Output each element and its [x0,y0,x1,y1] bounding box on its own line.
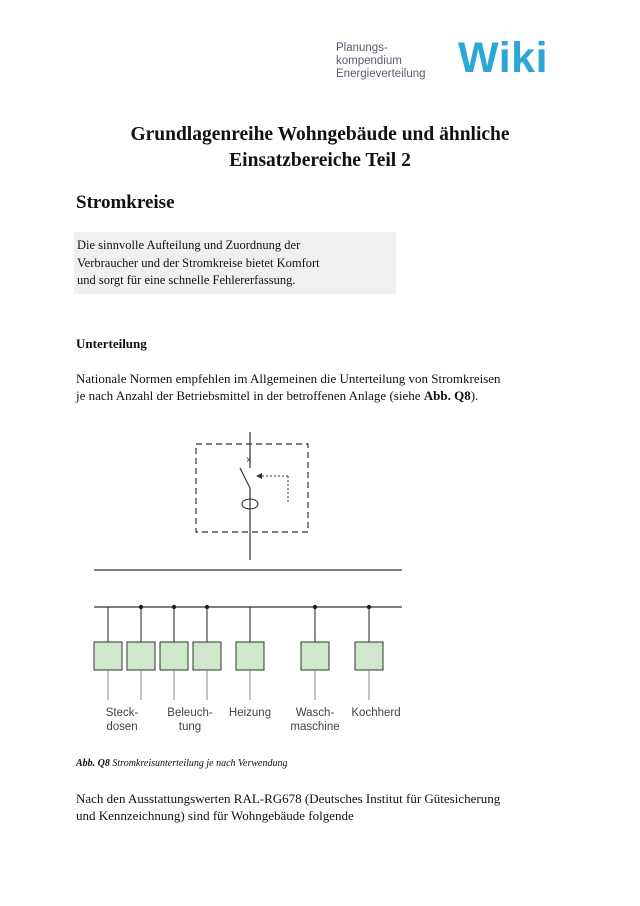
circuit-label-line-2: tung [178,721,202,733]
info-box-text [77,237,396,290]
paragraph-2 [76,790,576,824]
main-switch-enclosure [196,444,308,532]
logo-text [336,42,426,81]
info-line-1: Die sinnvolle Aufteilung und Zuordnung der [77,238,301,252]
logo-line-3: Energieverteilung [336,68,426,80]
paragraph-1-line-2-end: ). [470,388,479,403]
bus-junction-dot [367,605,371,609]
circuit-breaker-box [160,642,188,670]
circuit-breaker-box [355,642,383,670]
switch-blade [240,468,250,488]
paragraph-1-line-2: je nach Anzahl der Betriebsmittel in der betroffenen Anlage (siehe [76,388,424,403]
bus-junction-dot [172,605,176,609]
circuit-label-line-1: Steck- [105,707,139,719]
paragraph-1 [76,370,576,404]
circuit-label-line-1: Beleuch- [167,707,213,719]
circuit-label-line-2: maschine [290,721,340,733]
info-line-3: und sorgt für eine schnelle Fehlererfassung. [77,273,296,287]
logo-line-1: Planungs- [336,42,388,54]
circuit-breaker-box [301,642,329,670]
caption-text: Stromkreisunterteilung je nach Verwendung [112,758,288,769]
paragraph-1-line-1: Nationale Normen empfehlen im Allgemeinen die Unterteilung von Stromkreisen [76,371,501,386]
circuit-label-line-1: Kochherd [351,707,401,719]
info-line-2: Verbraucher und der Stromkreise bietet Komfort [77,255,320,270]
circuit-breaker-box [127,642,155,670]
logo-line-2: kompendium [336,55,402,67]
bus-junction-dot [139,605,143,609]
paragraph-2-line-1: Nach den Ausstattungswerten RAL-RG678 (Deutsches Institut für Gütesicherung [76,791,501,806]
circuit-labels [106,707,401,733]
switch-contact-mark: × [246,455,252,466]
figure-reference-link[interactable]: Abb. Q8 [423,388,471,403]
figure-caption [76,758,287,769]
title-line-1: Grundlagenreihe Wohngebäude und ähnliche [130,124,510,145]
trip-link-arrowhead [256,473,262,479]
circuit-breaker-box [193,642,221,670]
subheading-unterteilung: Unterteilung [76,336,147,351]
page-title [60,122,580,174]
circuit-breaker-box [236,642,264,670]
planungskompendium-logo [336,34,566,86]
circuit-distribution-diagram [76,428,416,748]
caption-figure-ref: Abb. Q8 [76,758,110,769]
circuit-branches [94,605,383,700]
paragraph-2-line-2: und Kennzeichnung) sind für Wohngebäude folgende [76,808,354,823]
circuit-label-line-1: Wasch- [295,707,335,719]
title-line-2: Einsatzbereiche Teil 2 [229,150,411,171]
circuit-label-line-2: dosen [106,721,138,733]
bus-junction-dot [205,605,209,609]
circuit-breaker-box [94,642,122,670]
bus-junction-dot [313,605,317,609]
info-box [74,232,396,294]
circuit-label-line-1: Heizung [228,707,272,719]
section-heading: Stromkreise [76,192,175,213]
logo-wiki-wordmark: Wiki [458,34,549,82]
